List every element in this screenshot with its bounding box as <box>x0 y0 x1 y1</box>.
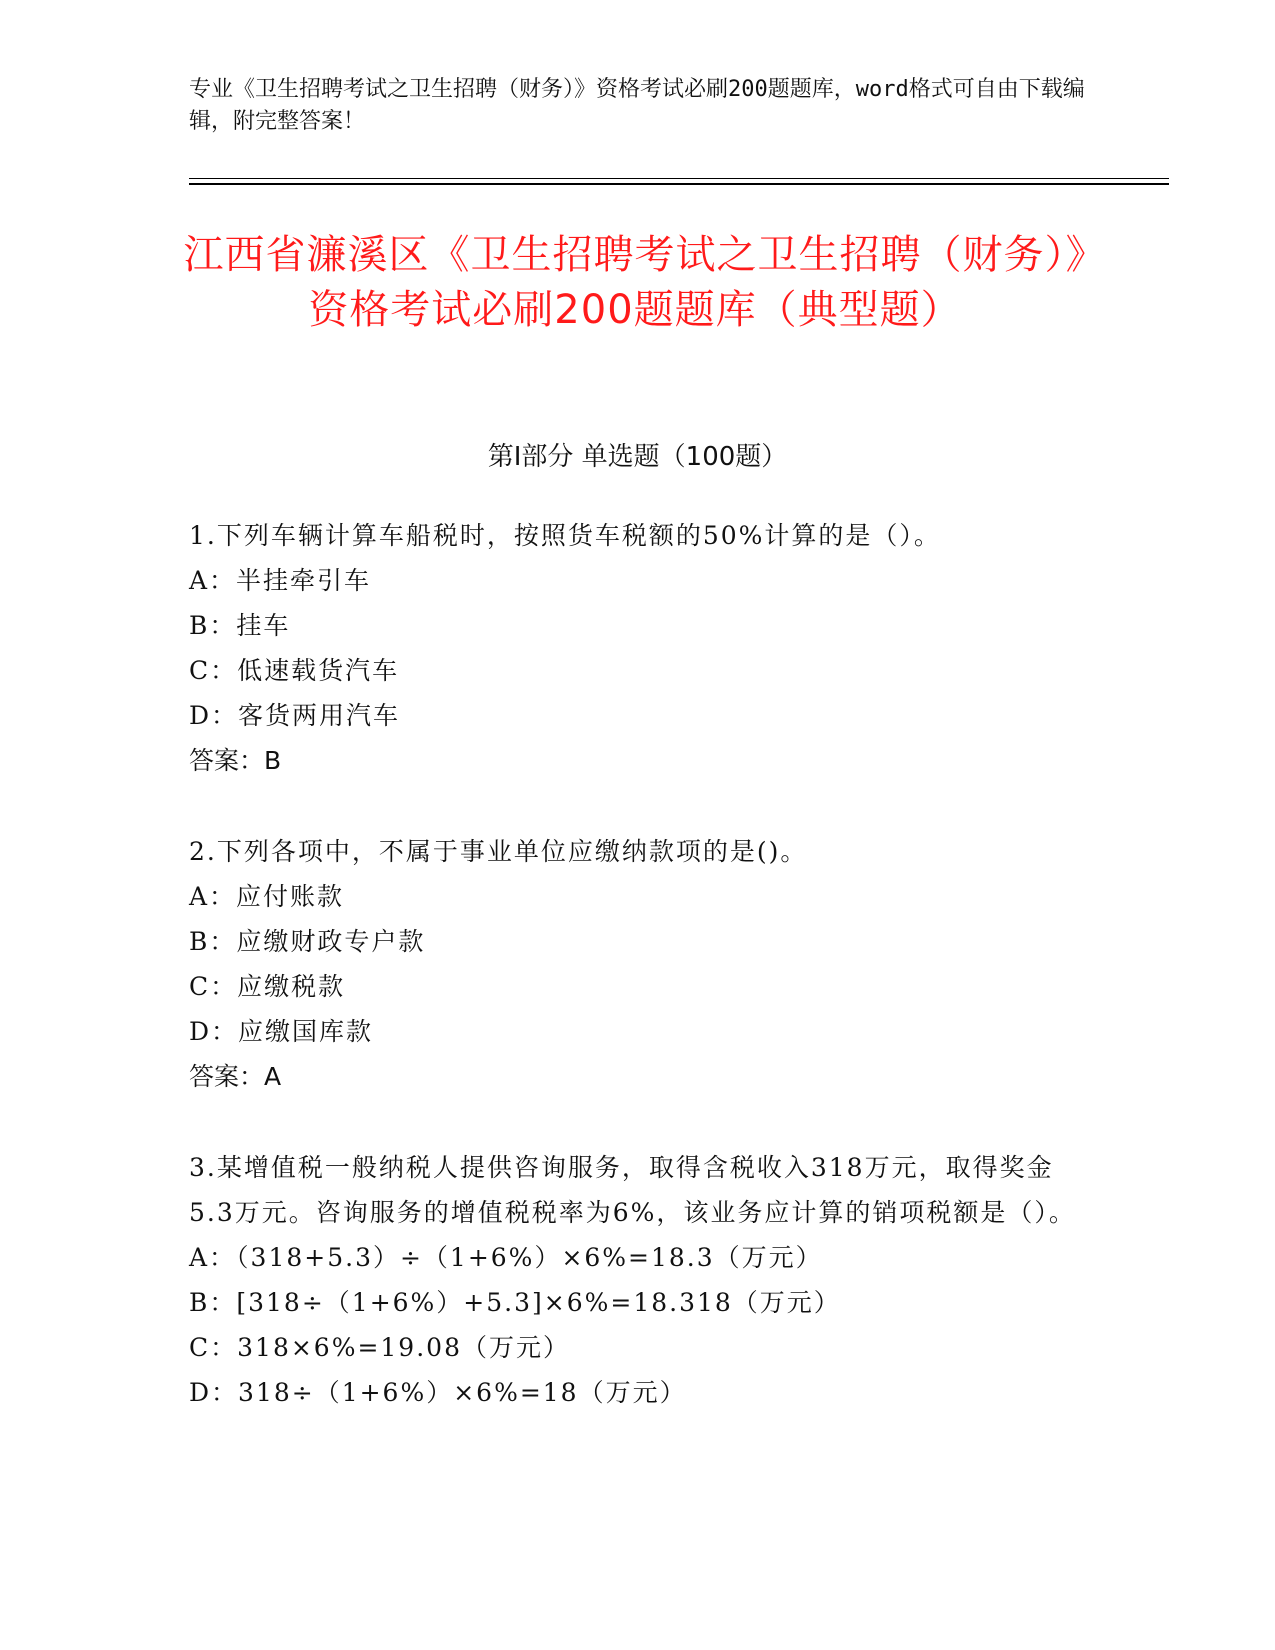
option-c: C：低速载货汽车 <box>189 656 400 685</box>
option-d: D：客货两用汽车 <box>189 701 401 730</box>
option-c: C：应缴税款 <box>189 972 346 1001</box>
option-a: A：（318+5.3）÷（1+6%）×6%=18.3（万元） <box>189 1243 823 1272</box>
question-stem: 3.某增值税一般纳税人提供咨询服务，取得含税收入318万元，取得奖金5.3万元。咨询服务的增值税税率为6%，该业务应计算的销项税额是（）。 <box>189 1153 1076 1227</box>
option-b: B：挂车 <box>189 611 291 640</box>
section-title: 第Ⅰ部分 单选题（100题） <box>487 442 788 472</box>
question-stem: 1.下列车辆计算车船税时，按照货车税额的50%计算的是（）。 <box>189 521 941 550</box>
option-d: D：应缴国库款 <box>189 1017 374 1046</box>
option-b: B：应缴财政专户款 <box>189 927 426 956</box>
question-stem: 2.下列各项中，不属于事业单位应缴纳款项的是()。 <box>189 837 808 866</box>
header-divider-thick <box>189 183 1169 185</box>
answer: 答案：A <box>189 1062 282 1091</box>
option-d: D：318÷（1+6%）×6%=18（万元） <box>189 1378 687 1407</box>
question-3 <box>189 1145 1089 1415</box>
option-c: C：318×6%=19.08（万元） <box>189 1333 570 1362</box>
option-b: B：[318÷（1+6%）+5.3]×6%=18.318（万元） <box>189 1288 841 1317</box>
document-title: 江西省濂溪区《卫生招聘考试之卫生招聘（财务）》资格考试必刷200题题库（典型题） <box>183 232 1087 333</box>
option-a: A：应付账款 <box>189 882 345 911</box>
option-a: A：半挂牵引车 <box>189 566 372 595</box>
header-note: 专业《卫生招聘考试之卫生招聘（财务）》资格考试必刷200题题库，word格式可自由下载编辑，附完整答案！ <box>189 77 1085 134</box>
header-divider-thin <box>189 178 1169 179</box>
question-2 <box>189 829 1089 1099</box>
question-1 <box>189 513 1089 783</box>
answer: 答案：B <box>189 746 282 775</box>
